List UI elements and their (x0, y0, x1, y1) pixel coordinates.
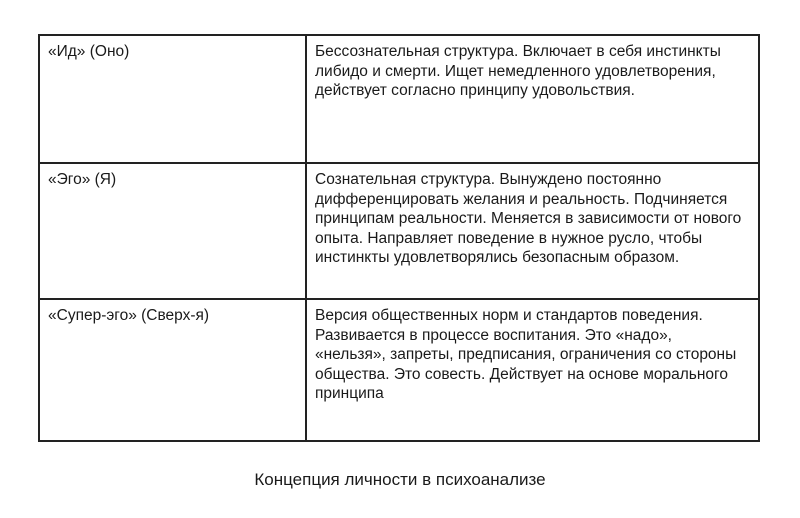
description-cell: Бессознательная структура. Включает в себя инстинкты либидо и смерти. Ищет немедленного удовлетворения, действует согласно принципу удовольствия. (315, 43, 721, 99)
term-cell: «Эго» (Я) (48, 171, 117, 188)
table-row-superego (40, 300, 758, 442)
figure-caption: Концепция личности в психоанализе (254, 470, 546, 489)
term-cell: «Супер-эго» (Сверх-я) (48, 307, 210, 324)
table-row-id (40, 36, 758, 164)
personality-structure-table (38, 34, 760, 442)
term-cell: «Ид» (Оно) (48, 43, 130, 60)
table-row-ego (40, 164, 758, 300)
description-cell: Версия общественных норм и стандартов поведения. Развивается в процессе воспитания. Это «надо», «нельзя», запреты, предписания, ограничения со стороны общества. Это совесть. Действует на основе морального принципа (315, 307, 737, 402)
description-cell: Сознательная структура. Вынуждено постоянно дифференцировать желания и реальность. Подчиняется принципам реальности. Меняется в зависимости от нового опыта. Направляет поведение в нужное русло, чтобы инстинкты удовлетворялись безопасным образом. (315, 171, 742, 266)
